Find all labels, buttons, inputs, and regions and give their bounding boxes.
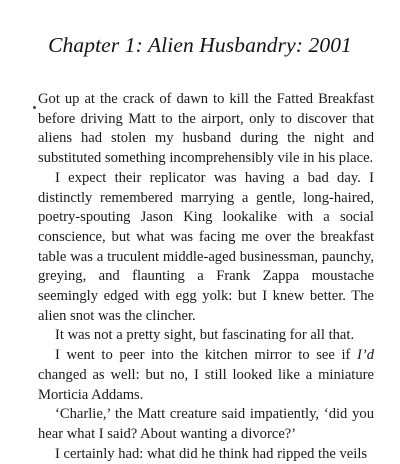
paragraph-6-text: I certainly had: what did he think had ripped the veils [55,445,368,462]
paragraph-4-emphasis: I’d [356,347,374,364]
margin-mark [33,106,36,109]
paragraph-1 [38,90,374,169]
paragraph-4-text-start: I went to peer into the kitchen mirror to see if [55,347,357,364]
paragraph-1-text: Got up at the crack of dawn to kill the Fatted Breakfast before driving Matt to the airport, only to discover that aliens had stolen my husband during the night and substituted something incomprehensibly vile in his place. [38,91,374,167]
chapter-title: Chapter 1: Alien Husbandry: 2001 [48,33,352,57]
paragraph-5-text: ‘Charlie,’ the Matt creature said impatiently, ‘did you hear what I said? About wanting a divorce?’ [38,406,374,442]
paragraph-6 [38,445,374,464]
chapter-body [38,90,374,464]
paragraph-2-text: I expect their replicator was having a bad day. I distinctly remembered marrying a gentle, long-haired, poetry-spouting Jason King lookalike with a social conscience, but what was facing me over the breakfast table was a truculent middle-aged businessman, paunchy, greying, and flaunting a Frank Zappa moustache seemingly edged with egg yolk: but I knew better. The alien snot was the clincher. [38,169,374,324]
paragraph-5 [38,405,374,444]
paragraph-4-text-end: changed as well: but no, I still looked like a miniature Morticia Addams. [38,366,374,403]
paragraph-2 [38,169,374,327]
paragraph-4 [38,346,374,405]
paragraph-3 [38,326,374,346]
paragraph-3-text: It was not a pretty sight, but fascinating for all that. [55,327,355,344]
